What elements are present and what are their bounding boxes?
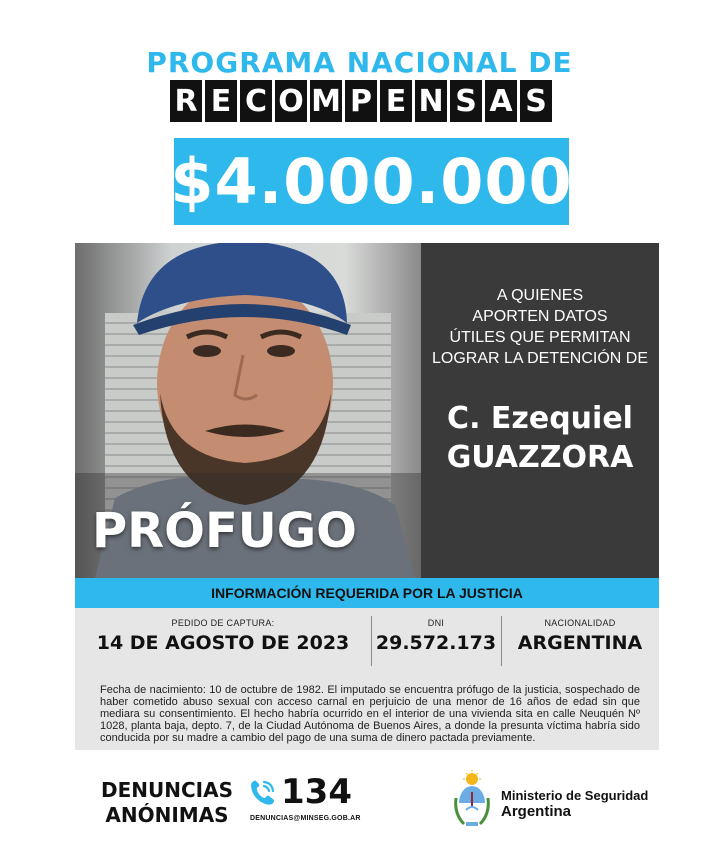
- reward-letter: N: [415, 80, 447, 122]
- reward-letter: E: [380, 80, 412, 122]
- suspect-last-name: GUAZZORA: [446, 440, 634, 475]
- nationality-label: NACIONALIDAD: [544, 618, 616, 628]
- reward-letter: A: [485, 80, 517, 122]
- info-lead-line: APORTEN DATOS: [472, 308, 608, 325]
- nationality: [501, 618, 659, 654]
- dni: [371, 618, 501, 654]
- fugitive-status: PRÓFUGO: [92, 503, 357, 559]
- reward-letter: R: [170, 80, 202, 122]
- denuncias-line: DENUNCIAS: [101, 778, 233, 802]
- info-panel: [421, 243, 659, 578]
- capture-order: [75, 618, 371, 654]
- reward-letter: P: [345, 80, 377, 122]
- reward-amount: $4.000.000: [174, 138, 569, 225]
- ministry-country: Argentina: [501, 803, 572, 820]
- info-lead-line: ÚTILES QUE PERMITAN: [449, 329, 631, 346]
- denuncias-line: ANÓNIMAS: [105, 803, 229, 827]
- anonymous-reports: [101, 778, 233, 828]
- case-description: Fecha de nacimiento: 10 de octubre de 1982. El imputado se encuentra prófugo de la justicia, sospechado de haber cometido abuso sexual con acceso carnal en perjuicio de una menor de 16 años de edad sin que mediara su consentimiento. El hecho habría ocurrido en el interior de una vivienda sita en calle Neuquén Nº 1028, planta baja, depto. 7, de la Ciudad Autónoma de Buenos Aires, a donde la presunta víctima habría sido conducida por su madre a cambio del pago de una suma de dinero pactada previamente.: [100, 684, 640, 744]
- reward-letter: E: [205, 80, 237, 122]
- argentina-seal-icon: [452, 770, 492, 828]
- phone-number[interactable]: 134: [281, 772, 352, 812]
- program-title: PROGRAMA NACIONAL DE: [146, 46, 573, 79]
- capture-label: PEDIDO DE CAPTURA:: [171, 618, 275, 628]
- required-banner: INFORMACIÓN REQUERIDA POR LA JUSTICIA: [75, 578, 659, 608]
- suspect-first-name: C. Ezequiel: [447, 401, 633, 436]
- reward-letter: C: [240, 80, 272, 122]
- dni-label: DNI: [427, 618, 445, 628]
- reward-title: [170, 80, 552, 122]
- ministry-name: Ministerio de Seguridad: [501, 788, 649, 803]
- info-lead-text: [421, 285, 659, 369]
- phone-icon: [247, 778, 277, 808]
- reward-letter: S: [450, 80, 482, 122]
- capture-date: 14 DE AGOSTO DE 2023: [96, 632, 350, 654]
- report-email[interactable]: DENUNCIAS@MINSEG.GOB.AR: [250, 815, 361, 822]
- info-lead-line: A QUIENES: [496, 287, 584, 304]
- reward-letter: M: [310, 80, 342, 122]
- info-lead-line: LOGRAR LA DETENCIÓN DE: [431, 350, 649, 367]
- details-box: [75, 608, 659, 750]
- reward-letter: O: [275, 80, 307, 122]
- reward-letter: S: [520, 80, 552, 122]
- dni-value: 29.572.173: [375, 632, 497, 654]
- nationality-value: ARGENTINA: [517, 632, 643, 654]
